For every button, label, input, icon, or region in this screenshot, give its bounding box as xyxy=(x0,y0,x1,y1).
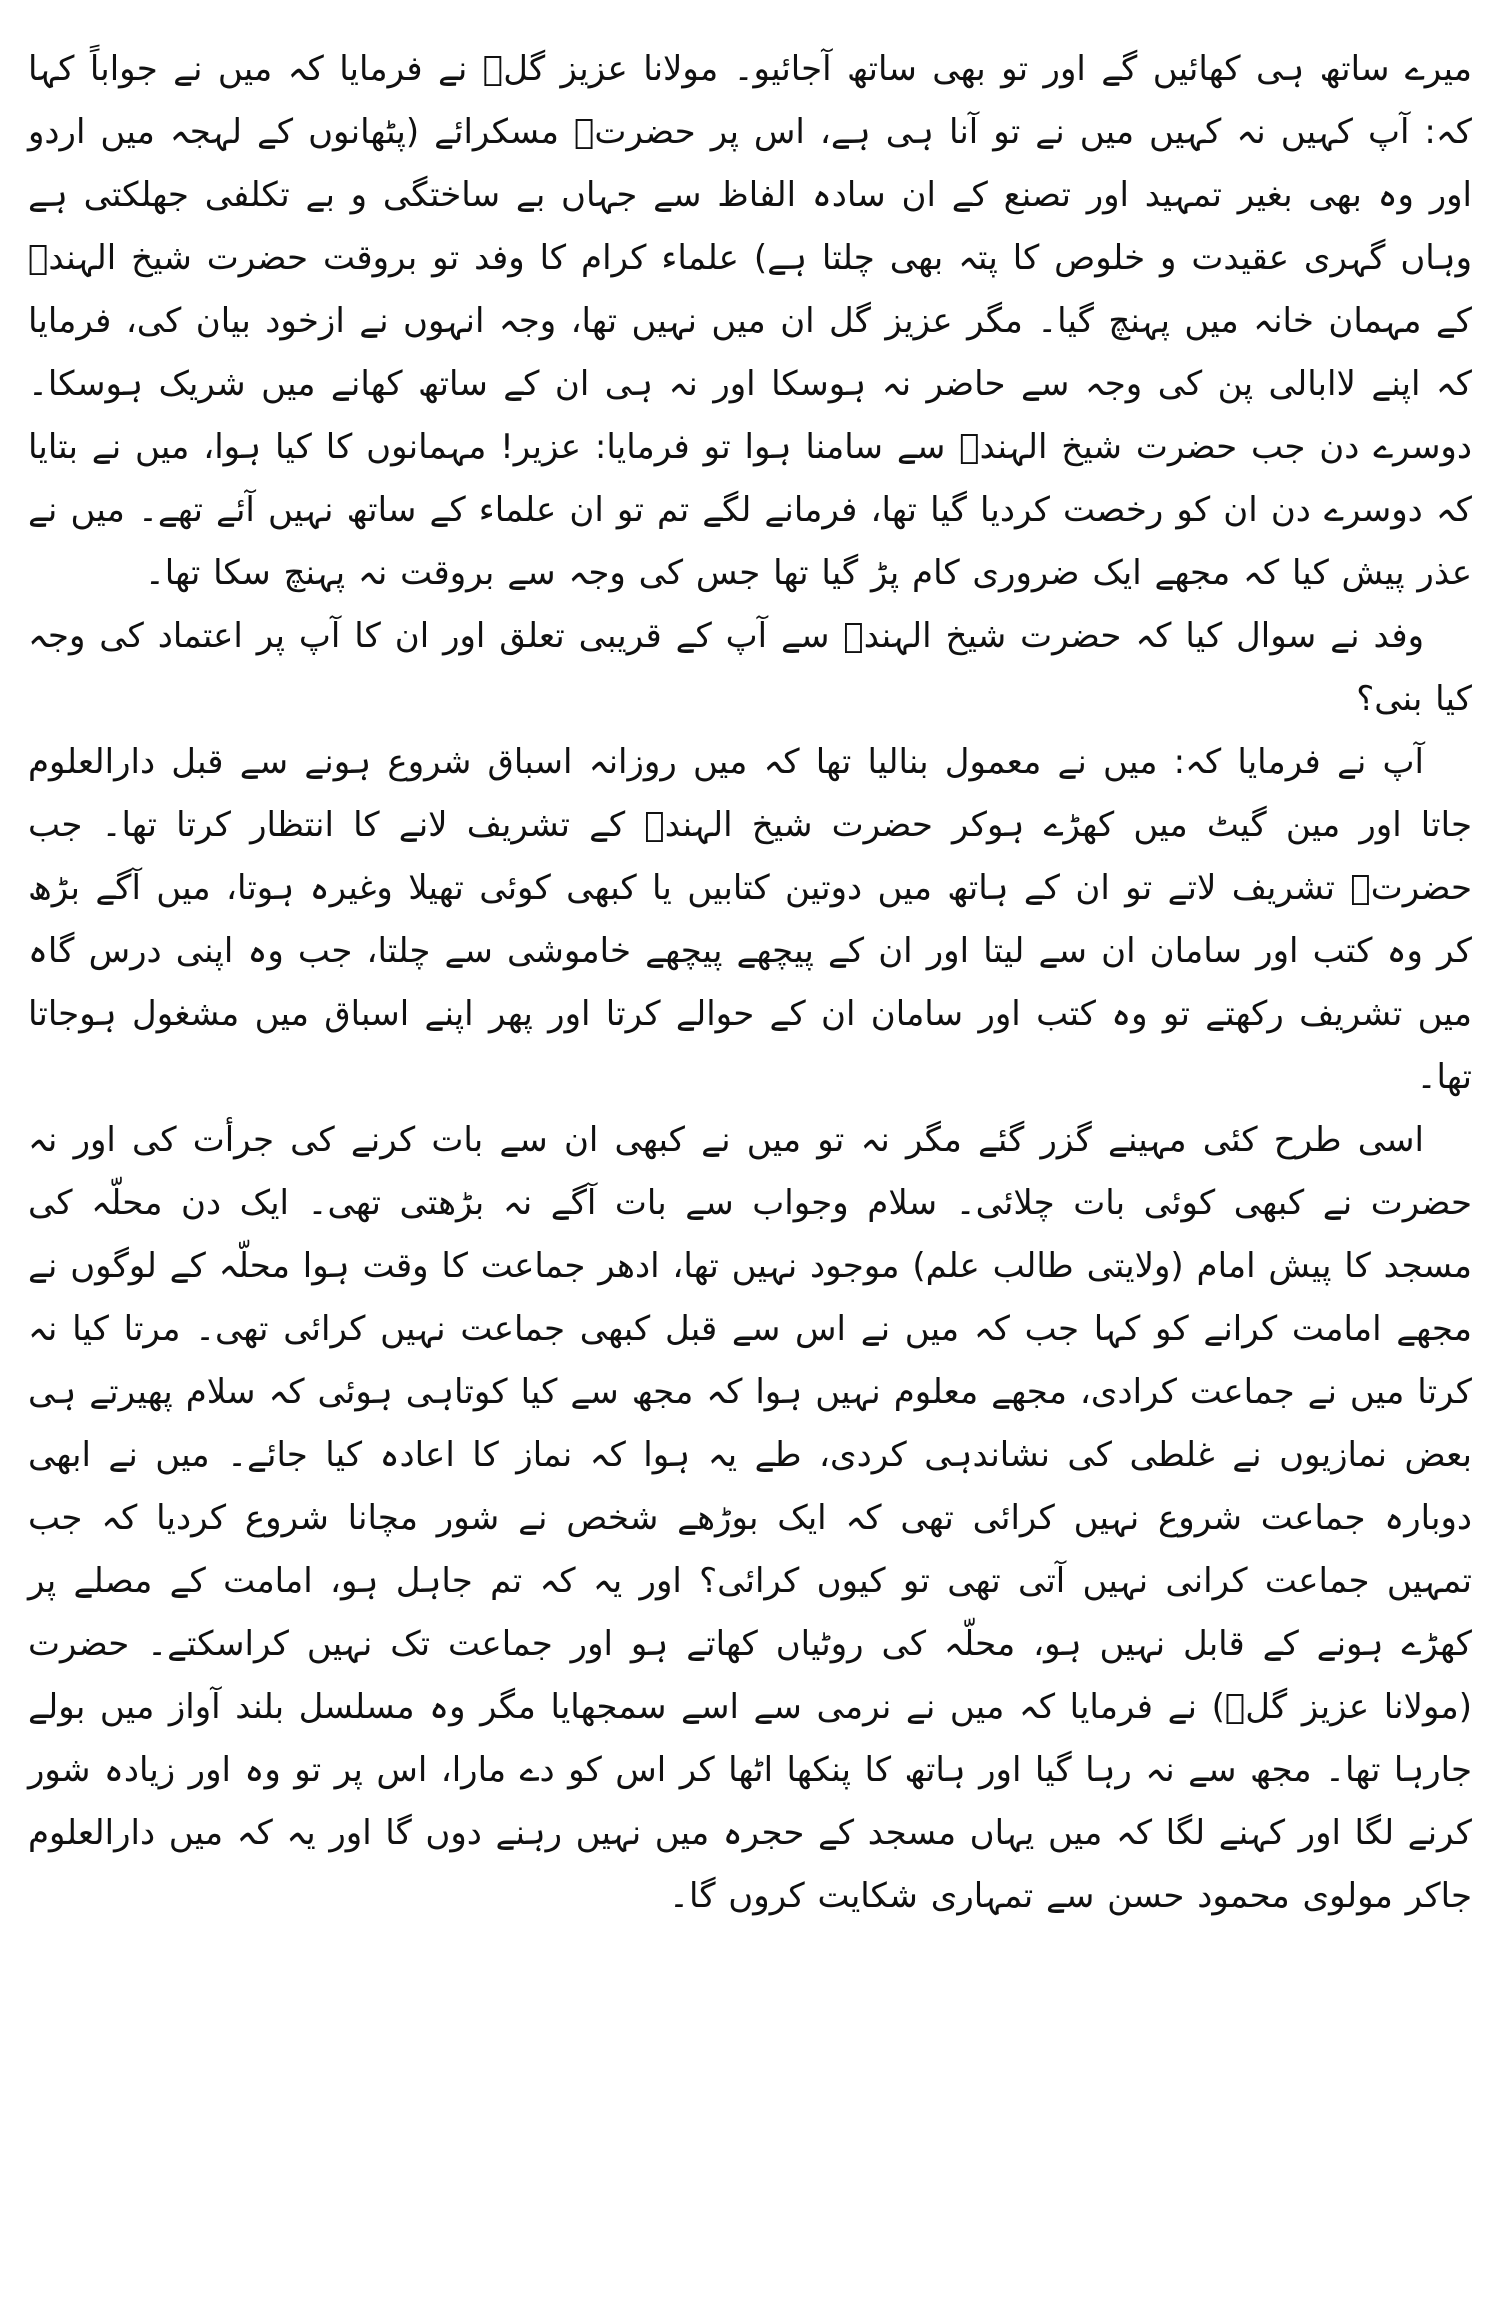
paragraph-4: اسی طرح کئی مہینے گزر گئے مگر نہ تو میں نے کبھی ان سے بات کرنے کی جرأت کی اور نہ حضرت نے کبھی کوئی بات چلائی۔ سلام وجواب سے بات آگے نہ بڑھتی تھی۔ ایک دن محلّہ کی مسجد کا پیش امام (ولایتی طالب علم) موجود نہیں تھا، ادھر جماعت کا وقت ہوا محلّہ کے لوگوں نے مجھے امامت کرانے کو کہا جب کہ میں نے اس سے قبل کبھی جماعت نہیں کرائی تھی۔ مرتا کیا نہ کرتا میں نے جماعت کرادی، مجھے معلوم نہیں ہوا کہ مجھ سے کیا کوتاہی ہوئی کہ سلام پھیرتے ہی بعض نمازیوں نے غلطی کی نشاندہی کردی، طے یہ ہوا کہ نماز کا اعادہ کیا جائے۔ میں نے ابھی دوبارہ جماعت شروع نہیں کرائی تھی کہ ایک بوڑھے شخص نے شور مچانا شروع کردیا کہ جب تمہیں جماعت کرانی نہیں آتی تھی تو کیوں کرائی؟ اور یہ کہ تم جاہل ہو، امامت کے مصلے پر کھڑے ہونے کے قابل نہیں ہو، محلّہ کی روٹیاں کھاتے ہو اور جماعت تک نہیں کراسکتے۔ حضرت (مولانا عزیز گلؒ) نے فرمایا کہ میں نے نرمی سے اسے سمجھایا مگر وہ مسلسل بلند آواز میں بولے جارہا تھا۔ مجھ سے نہ رہا گیا اور ہاتھ کا پنکھا اٹھا کر اس کو دے مارا، اس پر تو وہ اور زیادہ شور کرنے لگا اور کہنے لگا کہ میں یہاں مسجد کے حجرہ میں نہیں رہنے دوں گا اور یہ کہ میں دارالعلوم جاکر مولوی محمود حسن سے تمہاری شکایت کروں گا۔ xyxy=(28,1120,1472,1916)
paragraph-3: آپ نے فرمایا کہ: میں نے معمول بنالیا تھا کہ میں روزانہ اسباق شروع ہونے سے قبل دارالعلوم جاتا اور مین گیٹ میں کھڑے ہوکر حضرت شیخ الہندؒ کے تشریف لانے کا انتظار کرتا تھا۔ جب حضرتؒ تشریف لاتے تو ان کے ہاتھ میں دوتین کتابیں یا کبھی کوئی تھیلا وغیرہ ہوتا، میں آگے بڑھ کر وہ کتب اور سامان ان سے لیتا اور ان کے پیچھے پیچھے خاموشی سے چلتا، جب وہ اپنی درس گاہ میں تشریف رکھتے تو وہ کتب اور سامان ان کے حوالے کرتا اور پھر اپنے اسباق میں مشغول ہوجاتا تھا۔ xyxy=(28,742,1472,1097)
paragraph-2: وفد نے سوال کیا کہ حضرت شیخ الہندؒ سے آپ کے قریبی تعلق اور ان کا آپ پر اعتماد کی وجہ کیا بنی؟ xyxy=(28,616,1472,719)
paragraph-1: میرے ساتھ ہی کھائیں گے اور تو بھی ساتھ آجائیو۔ مولانا عزیز گلؒ نے فرمایا کہ میں نے جواباً کہا کہ: آپ کہیں نہ کہیں میں نے تو آنا ہی ہے، اس پر حضرتؒ مسکرائے (پٹھانوں کے لہجہ میں اردو اور وہ بھی بغیر تمہید اور تصنع کے ان سادہ الفاظ سے جہاں بے ساختگی و بے تکلفی جھلکتی ہے وہاں گہری عقیدت و خلوص کا پتہ بھی چلتا ہے) علماء کرام کا وفد تو بروقت حضرت شیخ الہندؒ کے مہمان خانہ میں پہنچ گیا۔ مگر عزیز گل ان میں نہیں تھا، وجہ انہوں نے ازخود بیان کی، فرمایا کہ اپنے لاابالی پن کی وجہ سے حاضر نہ ہوسکا اور نہ ہی ان کے ساتھ کھانے میں شریک ہوسکا۔ دوسرے دن جب حضرت شیخ الہندؒ سے سامنا ہوا تو فرمایا: عزیر! مہمانوں کا کیا ہوا، میں نے بتایا کہ دوسرے دن ان کو رخصت کردیا گیا تھا، فرمانے لگے تم تو ان علماء کے ساتھ نہیں آئے تھے۔ میں نے عذر پیش کیا کہ مجھے ایک ضروری کام پڑ گیا تھا جس کی وجہ سے بروقت نہ پہنچ سکا تھا۔ xyxy=(28,49,1472,593)
